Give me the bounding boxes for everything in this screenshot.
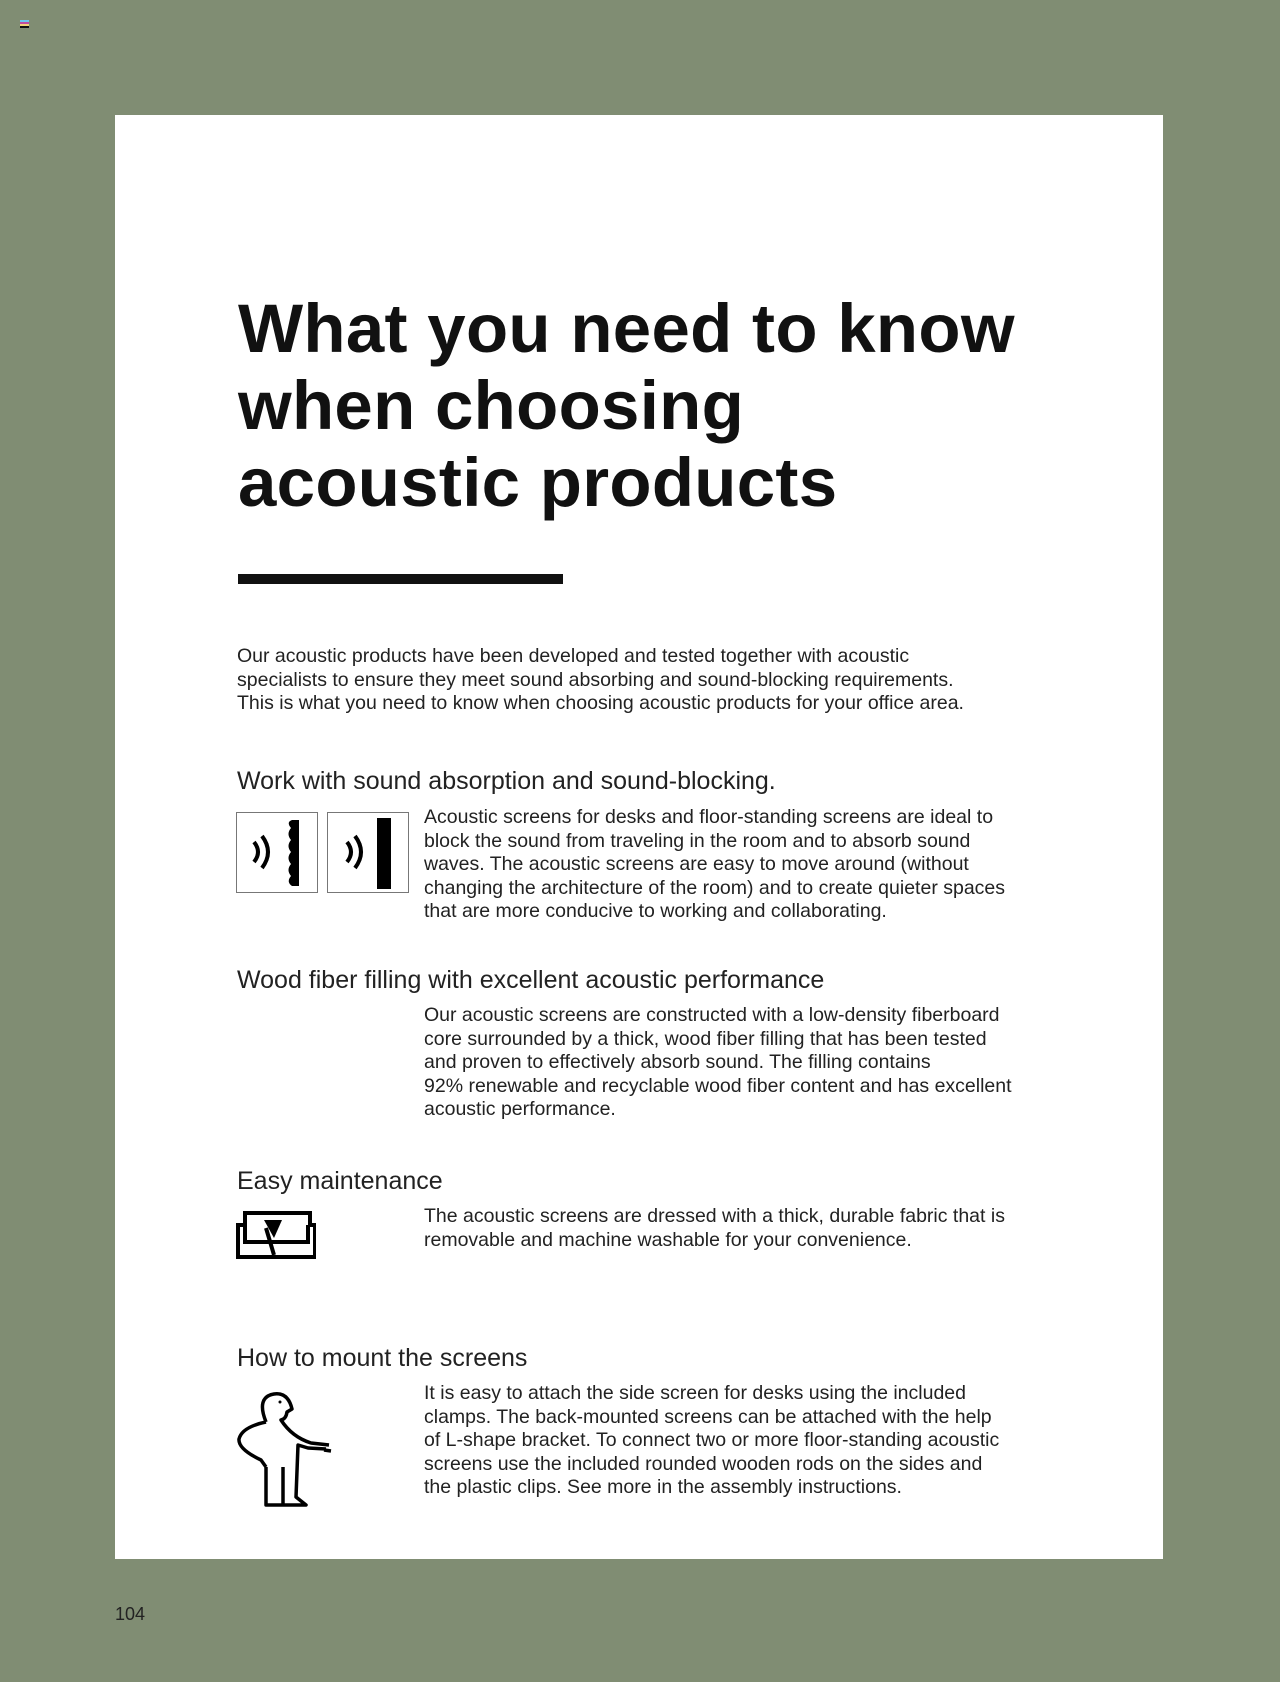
text-line: screens use the included rounded wooden rods on the sides and xyxy=(424,1452,983,1475)
text-line: removable and machine washable for your convenience. xyxy=(424,1228,912,1251)
section-heading-wood-fiber: Wood fiber filling with excellent acoustic performance xyxy=(237,966,825,994)
text-line: block the sound from traveling in the room and to absorb sound xyxy=(424,829,971,852)
color-marker-icon xyxy=(20,20,29,28)
page-title xyxy=(238,290,1015,521)
intro-paragraph xyxy=(237,645,964,716)
section-body-mount xyxy=(424,1382,999,1500)
sound-blocking-icon xyxy=(327,812,409,894)
text-line: Acoustic screens for desks and floor-standing screens are ideal to xyxy=(424,806,994,828)
text-line: waves. The acoustic screens are easy to move around (without xyxy=(424,853,969,875)
title-line: when choosing xyxy=(238,367,745,444)
text-line: specialists to ensure they meet sound absorbing and sound-blocking requirements. xyxy=(237,668,954,691)
text-line: 92% renewable and recyclable wood fiber content and has excellent xyxy=(424,1074,1012,1097)
text-line: acoustic performance. xyxy=(424,1098,616,1120)
text-line: and proven to effectively absorb sound. The filling contains xyxy=(424,1051,931,1073)
text-line: the plastic clips. See more in the assembly instructions. xyxy=(424,1476,902,1498)
section-heading-mount: How to mount the screens xyxy=(237,1344,528,1372)
section-heading-maintenance: Easy maintenance xyxy=(237,1167,443,1195)
title-line: acoustic products xyxy=(238,444,838,521)
text-line: Our acoustic products have been developed and tested together with acoustic xyxy=(237,645,910,667)
section-heading-sound: Work with sound absorption and sound-blocking. xyxy=(237,767,776,795)
sound-absorbing-icon xyxy=(236,812,318,894)
text-line: of L-shape bracket. To connect two or more floor-standing acoustic xyxy=(424,1429,1000,1451)
text-line: core surrounded by a thick, wood fiber filling that has been tested xyxy=(424,1027,987,1050)
text-line: Our acoustic screens are constructed with a low-density fiberboard xyxy=(424,1004,1000,1026)
page-number: 104 xyxy=(115,1604,146,1624)
section-body-sound xyxy=(424,806,1005,924)
text-line: The acoustic screens are dressed with a thick, durable fabric that is xyxy=(424,1205,1005,1227)
text-line: It is easy to attach the side screen for desks using the included xyxy=(424,1382,966,1404)
text-line: that are more conducive to working and collaborating. xyxy=(424,900,887,922)
document-page xyxy=(115,115,1163,1559)
section-body-wood-fiber xyxy=(424,1004,1012,1122)
text-line: changing the architecture of the room) and to create quieter spaces xyxy=(424,876,1006,899)
text-line: clamps. The back-mounted screens can be attached with the help xyxy=(424,1405,992,1428)
title-line: What you need to know xyxy=(238,290,1015,367)
section-body-maintenance xyxy=(424,1205,1005,1252)
assembly-person-icon xyxy=(236,1387,336,1512)
removable-cover-icon xyxy=(236,1210,316,1260)
title-underline xyxy=(238,574,563,584)
text-line: This is what you need to know when choosing acoustic products for your office area. xyxy=(237,692,964,714)
